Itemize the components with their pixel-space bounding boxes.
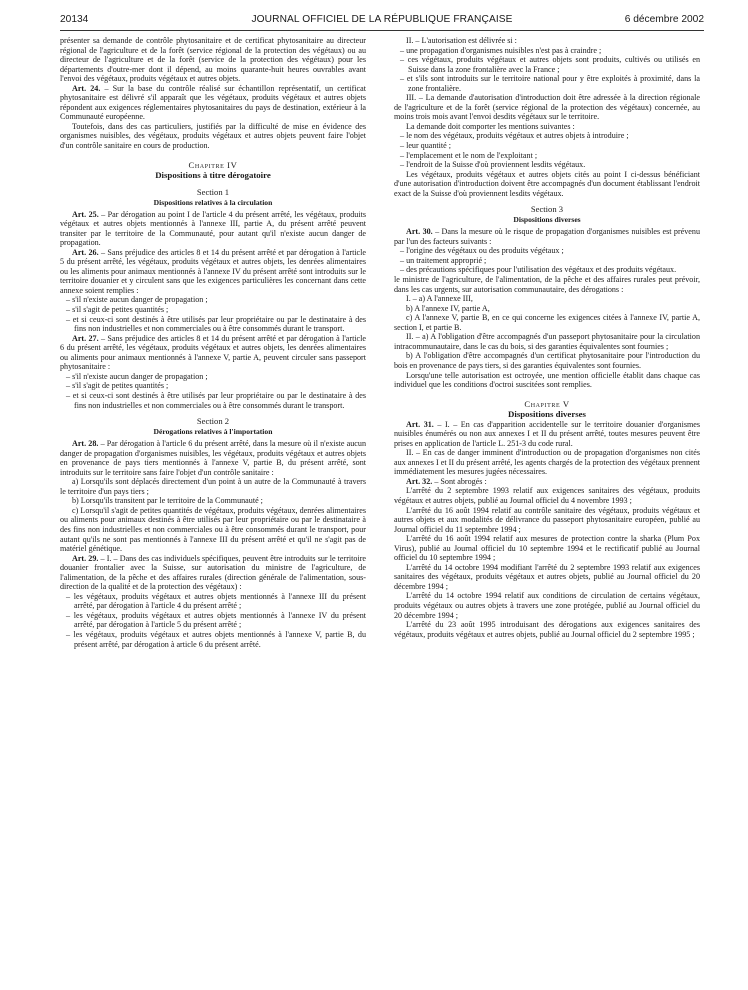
article-28-b: b) Lorsqu'ils transitent par le territoire de la Communauté ; bbox=[72, 496, 263, 506]
article-text: – I. – Dans des cas individuels spécifiques, peuvent être introduits sur le territoire douanier frontalier avec la Suisse, sur autorisation du ministre de l'agriculture, de l'alimentation, de la pêche et des affaires rurales (direction générale de l'alimentation, sous-direction de la qualité et de la protection des végétaux) : bbox=[60, 553, 366, 592]
article-text: – I. – En cas d'apparition accidentelle sur le territoire douanier d'organismes nuisibles énumérés ou non aux annexes I et II du présent arrêté, toutes mesures peuvent être prises en application de l'article L. 251-3 du code rural. bbox=[394, 419, 701, 448]
header-rule bbox=[60, 30, 704, 31]
article-label: Art. 32. bbox=[406, 476, 433, 486]
article-label: Art. 26. bbox=[72, 247, 99, 257]
list-item: – les végétaux, produits végétaux et autres objets mentionnés à l'annexe V, partie B, du présent arrêté, par dérogation à article 6 du présent arrêté. bbox=[66, 629, 366, 649]
journal-title: JOURNAL OFFICIEL DE LA RÉPUBLIQUE FRANÇAISE bbox=[251, 14, 513, 25]
article-26 bbox=[60, 248, 366, 296]
list-item: – des précautions spécifiques pour l'utilisation des végétaux et des produits végétaux. bbox=[400, 265, 677, 275]
mentions-after: Les végétaux, produits végétaux et autres objets cités au point I ci-dessus bénéficiant d'une autorisation d'introduction doivent être accompagnés d'un document établissant l'endroit exact de la Suisse d'où proviennent lesdits végétaux. bbox=[394, 169, 700, 198]
article-30 bbox=[394, 227, 700, 246]
list-item: – l'origine des végétaux ou des produits végétaux ; bbox=[400, 246, 564, 256]
list-item: – et si ceux-ci sont destinés à être utilisés par leur propriétaire ou par le destinataire à des fins non industrielles et non commerciales ou à être consommés durant le transport. bbox=[66, 390, 366, 410]
list-item: – une propagation d'organismes nuisibles n'est pas à craindre ; bbox=[400, 45, 602, 55]
list-item: – le nom des végétaux, produits végétaux et autres objets à introduire ; bbox=[400, 131, 629, 141]
list-item: – s'il s'agit de petites quantités ; bbox=[66, 305, 169, 315]
article-30-ii-a: II. – a) A l'obligation d'être accompagnés d'un passeport phytosanitaire pour la circulation intracommunautaire, dans le cas du bois, si des garanties équivalentes sont fournies ; bbox=[394, 332, 700, 351]
article-text: – Par dérogation au point I de l'article 4 du présent arrêté, les végétaux, produits végétaux et autres objets mentionnés à l'annexe III, partie A, du présent arrêté peuvent transiter par le territoire de la Communauté, pour autant qu'il n'existe aucun danger de propagation. bbox=[60, 209, 366, 248]
list-item: – s'il n'existe aucun danger de propagation ; bbox=[66, 371, 208, 381]
article-30-final: Lorsqu'une telle autorisation est octroyée, une mention officielle établit dans chaque cas individuel que les conditions d'octroi suscitées sont remplies. bbox=[394, 370, 700, 390]
article-text: – Sur la base du contrôle réalisé sur échantillon représentatif, un certificat phytosanitaire est délivré s'il apparaît que les végétaux, produits végétaux et autres objets répondent aux exigences réglementaires phytosanitaires du pays de destination, extérieur à la Communauté européenne. bbox=[60, 83, 366, 122]
article-28-a: a) Lorsqu'ils sont déplacés directement d'un point à un autre de la Communauté à travers le territoire d'un pays tiers ; bbox=[60, 477, 366, 496]
article-label: Art. 28. bbox=[72, 439, 99, 449]
article-29-ii: II. – L'autorisation est délivrée si : bbox=[406, 36, 517, 45]
article-label: Art. 24. bbox=[72, 83, 101, 93]
article-31-ii: II. – En cas de danger imminent d'introduction ou de propagation d'organismes non cités aux annexes I et II du présent arrêté, les agents chargés de la protection des végétaux prennent immédiatement les mesures jugées nécessaires. bbox=[394, 448, 700, 477]
article-30-i-b: b) A l'annexe IV, partie A, bbox=[406, 303, 490, 313]
list-item: – l'emplacement et le nom de l'exploitant ; bbox=[400, 150, 538, 160]
chapter-title: Dispositions diverses bbox=[508, 408, 586, 419]
section-title: Dispositions relatives à la circulation bbox=[153, 197, 273, 207]
article-24-paragraph-2: Toutefois, dans des cas particuliers, justifiés par la difficulté de mise en évidence des organismes nuisibles, des végétaux, produits végétaux et autres objets peuvent faire l'objet d'un contrôle sanitaire en cours de production. bbox=[60, 121, 366, 151]
page-header bbox=[60, 14, 704, 30]
list-item: – s'il n'existe aucun danger de propagation ; bbox=[66, 295, 208, 305]
article-label: Art. 25. bbox=[72, 209, 99, 219]
left-column bbox=[60, 36, 366, 649]
article-30-ii-b: b) A l'obligation d'être accompagnés d'un certificat phytosanitaire pour l'introduction du bois en provenance de pays tiers, si des garanties équivalentes sont fournies. bbox=[394, 351, 700, 370]
list-item: – les végétaux, produits végétaux et autres objets mentionnés à l'annexe IV du présent arrêté, par dérogation à l'article 5 du présent arrêté ; bbox=[66, 610, 366, 630]
article-30-i-c: c) A l'annexe V, partie B, en ce qui concerne les exigences citées à l'annexe IV, partie A, section I, et partie B. bbox=[394, 313, 700, 332]
article-text: – Dans la mesure où le risque de propagation d'organismes nuisibles est prévenu par l'un des facteurs suivants : bbox=[394, 227, 700, 246]
article-text: – Sans préjudice des articles 8 et 14 du présent arrêté et par dérogation à l'article 5 du présent arrêté, les végétaux, produits végétaux et autres objets, les denrées alimentaires ou les aliments pour animaux mentionnés à l'annexe IV du présent arrêté sont introduits sur le territoire douanier et y circulent sans que les exigences particulières les concernant dans cette annexe soient remplies : bbox=[60, 247, 366, 295]
intro-paragraph: présenter sa demande de contrôle phytosanitaire et de certificat phytosanitaire au directeur régional de l'agriculture et de la forêt (service régional de la protection des végétaux) ou au directeur de l'agriculture et de la forêt (service de la protection des végétaux) pour les départements d'outre-mer dont il dépend, au moins quarante-huit heures ouvrables avant l'envoi des végétaux, produits végétaux et autres objets. bbox=[60, 36, 366, 84]
article-24 bbox=[60, 84, 366, 122]
article-label: Art. 29. bbox=[72, 553, 99, 563]
list-item: L'arrêté du 16 août 1994 relatif au contrôle sanitaire des végétaux, produits végétaux et autres objets et aux modalités de délivrance du passeport phytosanitaire européen, publié au Journal officiel du 11 septembre 1994 ; bbox=[394, 505, 700, 534]
section-heading: Section 3 bbox=[530, 204, 564, 215]
article-29 bbox=[60, 554, 366, 592]
list-item: – les végétaux, produits végétaux et autres objets mentionnés à l'annexe III du présent arrêté, par dérogation à l'article 4 du présent arrêté ; bbox=[66, 591, 366, 611]
article-label: Art. 31. bbox=[406, 419, 434, 429]
publication-date: 6 décembre 2002 bbox=[624, 14, 704, 25]
article-text: – Sans préjudice des articles 8 et 14 du présent arrêté et par dérogation à l'article 6 du présent arrêté, les végétaux, produits végétaux et autres objets, les denrées alimentaires ou aliments pour animaux mentionnés à l'annexe V, partie A, peuvent circuler sans passeport phytosanitaire : bbox=[60, 333, 366, 372]
list-item: L'arrêté du 14 octobre 1994 modifiant l'arrêté du 2 septembre 1993 relatif aux exigences sanitaires des végétaux, produits végétaux et autres objets, publié au Journal officiel du 20 décembre 1994 ; bbox=[394, 562, 700, 591]
list-item: – un traitement approprié ; bbox=[400, 255, 487, 265]
article-28 bbox=[60, 439, 366, 477]
list-item: – et si ceux-ci sont destinés à être utilisés par leur propriétaire ou par le destinataire à des fins non industrielles et non commerciales ou à être consommés durant le transport. bbox=[66, 314, 366, 334]
article-31 bbox=[394, 420, 700, 449]
list-item: – leur quantité ; bbox=[400, 141, 452, 151]
chapter-heading: Chapitre IV bbox=[188, 159, 238, 170]
list-item: L'arrêté du 16 août 1994 relatif aux mesures de protection contre la sharka (Plum Pox Virus), publié au Journal officiel du 10 septembre 1994 et le rectificatif publié au Journal officiel du 10 septembre 1994 ; bbox=[394, 534, 700, 563]
article-label: Art. 30. bbox=[406, 227, 433, 237]
chapter-title: Dispositions à titre dérogatoire bbox=[155, 169, 271, 180]
article-28-c: c) Lorsqu'il s'agit de petites quantités de végétaux, produits végétaux, denrées alimentaires ou aliments pour animaux destinés à être utilisés par leur propriétaire ou par le destinataire à des fins non industrielles et non commerciales ou à être consommés durant le transport, pour autant qu'ils ne sont pas mentionnés à l'annexe III du présent arrêté et qu'il ne s'agit pas de matériel génétique. bbox=[60, 505, 366, 554]
section-title: Dispositions diverses bbox=[513, 215, 581, 225]
list-item: – ces végétaux, produits végétaux et autres objets sont produits, cultivés ou utilisés en Suisse dans la zone frontalière avec la France ; bbox=[400, 55, 700, 74]
page-number: 20134 bbox=[60, 14, 89, 25]
list-item: L'arrêté du 23 août 1995 introduisant des dérogations aux exigences sanitaires des végétaux, produits végétaux et autres objets, publié au Journal officiel du 2 septembre 1995 ; bbox=[394, 620, 700, 639]
article-30-i-a: I. – a) A l'annexe III, bbox=[406, 294, 473, 304]
right-column bbox=[394, 36, 700, 639]
section-title: Dérogations relatives à l'importation bbox=[153, 427, 273, 437]
section-heading: Section 2 bbox=[196, 416, 230, 427]
list-item: L'arrêté du 14 octobre 1994 relatif aux conditions de circulation de certains végétaux, produits végétaux ou autres objets à travers une zone protégée, publié au Journal officiel du 20 décembre 1994 ; bbox=[394, 591, 700, 620]
article-27 bbox=[60, 334, 366, 372]
chapter-heading: Chapitre V bbox=[524, 398, 570, 409]
article-29-iii: III. – La demande d'autorisation d'introduction doit être adressée à la direction régionale de l'agriculture et de la forêt (service régional de la protection des végétaux) concernée, au moins trois mois avant l'envoi desdits végétaux sur le territoire. bbox=[394, 93, 700, 122]
article-30-after: le ministre de l'agriculture, de l'alimentation, de la pêche et des affaires rurales peut prévoir, dans les cas urgents, sur autorisation communautaire, des dérogations : bbox=[394, 275, 700, 294]
article-text: – Sont abrogés : bbox=[432, 476, 487, 486]
list-item: – et s'ils sont introduits sur le territoire national pour y être exploités à proximité, dans la zone frontalière. bbox=[400, 74, 700, 93]
article-25 bbox=[60, 210, 366, 248]
article-label: Art. 27. bbox=[72, 333, 99, 343]
article-text: – Par dérogation à l'article 6 du présent arrêté, dans la mesure où il n'existe aucun danger de propagation d'organismes nuisibles, les végétaux, produits végétaux et autres objets en provenance de pays tiers mentionnés à l'annexe V, partie B, du présent arrêté, sont introduits sur le territoire sans faire l'objet d'un contrôle sanitaire : bbox=[60, 439, 366, 477]
list-item: L'arrêté du 2 septembre 1993 relatif aux exigences sanitaires des végétaux, produits végétaux et autres objets, publié au Journal officiel du 4 novembre 1993 ; bbox=[394, 486, 700, 505]
list-item: – s'il s'agit de petites quantités ; bbox=[66, 381, 169, 391]
list-item: – l'endroit de la Suisse d'où proviennent lesdits végétaux. bbox=[400, 160, 586, 170]
article-32 bbox=[394, 477, 700, 487]
mentions-intro: La demande doit comporter les mentions suivantes : bbox=[406, 121, 575, 131]
section-heading: Section 1 bbox=[196, 186, 230, 197]
